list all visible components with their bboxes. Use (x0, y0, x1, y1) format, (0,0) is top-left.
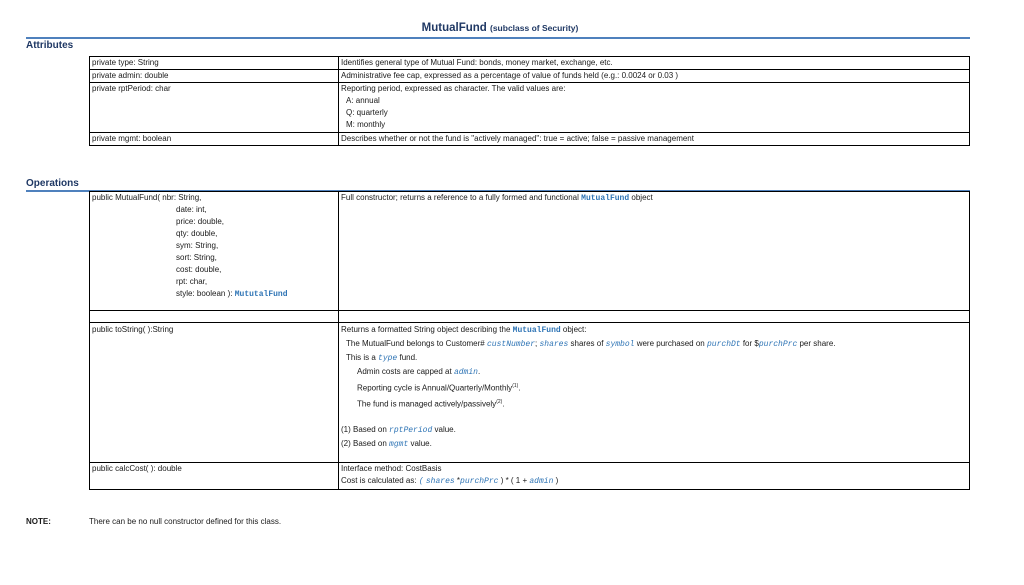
desc-text: object (631, 193, 653, 202)
attributes-table (89, 56, 970, 146)
class-ref: MutualFund (581, 194, 630, 203)
attr-name: private type: String (90, 57, 339, 70)
desc-text: This is a (346, 353, 376, 362)
desc-text: object: (562, 325, 587, 334)
note-label: NOTE: (26, 517, 51, 526)
var-ref: purchDt (706, 340, 741, 349)
desc-text: ) * ( 1 + (500, 476, 528, 485)
return-type: MututalFund (234, 290, 288, 299)
desc-text: fund. (399, 353, 418, 362)
table-row (90, 133, 970, 146)
desc-line (341, 366, 967, 379)
desc-line: Interface method: CostBasis (341, 464, 442, 473)
desc-text: The fund is managed actively/passively (357, 399, 497, 409)
var-ref: admin (529, 477, 554, 486)
attr-desc: Describes whether or not the fund is "actively managed": true = active; false = passive management (339, 133, 970, 146)
class-name: MutualFund (421, 22, 487, 34)
footnote (341, 438, 967, 451)
attributes-heading: Attributes (26, 40, 74, 51)
table-row (90, 83, 970, 133)
param: sym: String, (176, 241, 219, 250)
operations-heading: Operations (26, 178, 79, 189)
table-row-spacer (90, 311, 970, 323)
tostring-desc (339, 323, 970, 463)
sig-line: public MutualFund( nbr: String, (92, 193, 202, 202)
desc-text: ) (555, 476, 559, 485)
attr-name: private admin: double (90, 70, 339, 83)
desc-text: Full constructor; returns a reference to a fully formed and functional (341, 193, 579, 202)
desc-text: . (502, 399, 505, 409)
attr-desc: Administrative fee cap, expressed as a percentage of value of funds held (e.g.: 0.0024 or 0.03 ) (339, 70, 970, 83)
var-ref: purchPrc (460, 477, 499, 486)
var-ref: rptPeriod (389, 426, 433, 436)
constructor-desc (339, 192, 970, 311)
var-ref: type (378, 354, 398, 363)
var-ref: admin (453, 368, 478, 377)
desc-text: value. (410, 439, 432, 449)
table-row (90, 463, 970, 490)
calccost-signature: public calcCost( ): double (90, 463, 339, 490)
desc-text: * (456, 476, 461, 485)
operations-table (89, 191, 970, 490)
rpt-value: A: annual (346, 96, 380, 105)
param: date: int, (176, 205, 207, 214)
calccost-desc (339, 463, 970, 490)
desc-line (341, 324, 967, 337)
attr-desc: Reporting period, expressed as character. The valid values are: (341, 84, 566, 93)
var-ref: custNumber (486, 340, 535, 349)
class-subtitle: (subclass of Security) (490, 23, 579, 33)
desc-text: The MutualFund belongs to Customer# (346, 339, 485, 348)
desc-text: . (477, 367, 481, 376)
desc-line (341, 380, 967, 395)
desc-text: ; (535, 339, 538, 348)
constructor-signature (90, 192, 339, 311)
rpt-value: Q: quarterly (346, 108, 388, 117)
table-row (90, 323, 970, 463)
param: qty: double, (176, 229, 218, 238)
desc-text: Admin costs are capped at (357, 367, 452, 376)
param-last (92, 288, 336, 301)
tostring-signature: public toString( ):String (90, 323, 339, 463)
param: price: double, (176, 217, 225, 226)
desc-text: for $ (742, 339, 759, 348)
table-row (90, 70, 970, 83)
desc-line (341, 396, 967, 411)
footnote-ref: (2) (496, 398, 503, 405)
spacer-cell (90, 311, 339, 323)
class-ref: MutualFund (512, 326, 561, 335)
footnote-ref: (1) (512, 383, 519, 389)
desc-text: Cost is calculated as: (341, 476, 417, 485)
attributes-rule (26, 37, 970, 39)
desc-text: Reporting cycle is Annual/Quarterly/Monthly (357, 383, 513, 393)
table-row (90, 57, 970, 70)
attr-name: private rptPeriod: char (90, 83, 339, 133)
param: style: boolean ): (176, 289, 233, 298)
desc-text: per share. (799, 339, 836, 348)
var-ref: purchPrc (758, 340, 798, 349)
spacer-cell (339, 311, 970, 323)
var-ref: shares (539, 340, 569, 349)
desc-text: value. (434, 425, 456, 435)
footnote (341, 424, 967, 437)
attr-name: private mgmt: boolean (90, 133, 339, 146)
paren: ( (418, 477, 424, 486)
var-ref: shares (425, 477, 455, 486)
desc-text: Returns a formatted String object describing the (341, 325, 511, 334)
desc-text: (2) Based on (341, 439, 387, 449)
attr-desc: Identifies general type of Mutual Fund: bonds, money market, exchange, etc. (339, 57, 970, 70)
desc-text: (1) Based on (341, 425, 387, 435)
param: rpt: char, (176, 277, 208, 286)
desc-text: were purchased on (636, 339, 705, 348)
desc-line (341, 352, 967, 365)
attr-desc-cell (339, 83, 970, 133)
desc-line (341, 338, 967, 351)
page-title (0, 22, 1000, 34)
desc-line (341, 475, 967, 488)
note-text: There can be no null constructor defined for this class. (89, 517, 282, 526)
var-ref: symbol (605, 340, 635, 349)
param: sort: String, (176, 253, 217, 262)
desc-text: . (518, 383, 521, 393)
table-row (90, 192, 970, 311)
var-ref: mgmt (389, 440, 409, 450)
rpt-value: M: monthly (346, 120, 386, 129)
param: cost: double, (176, 265, 222, 274)
desc-text: shares of (570, 339, 604, 348)
